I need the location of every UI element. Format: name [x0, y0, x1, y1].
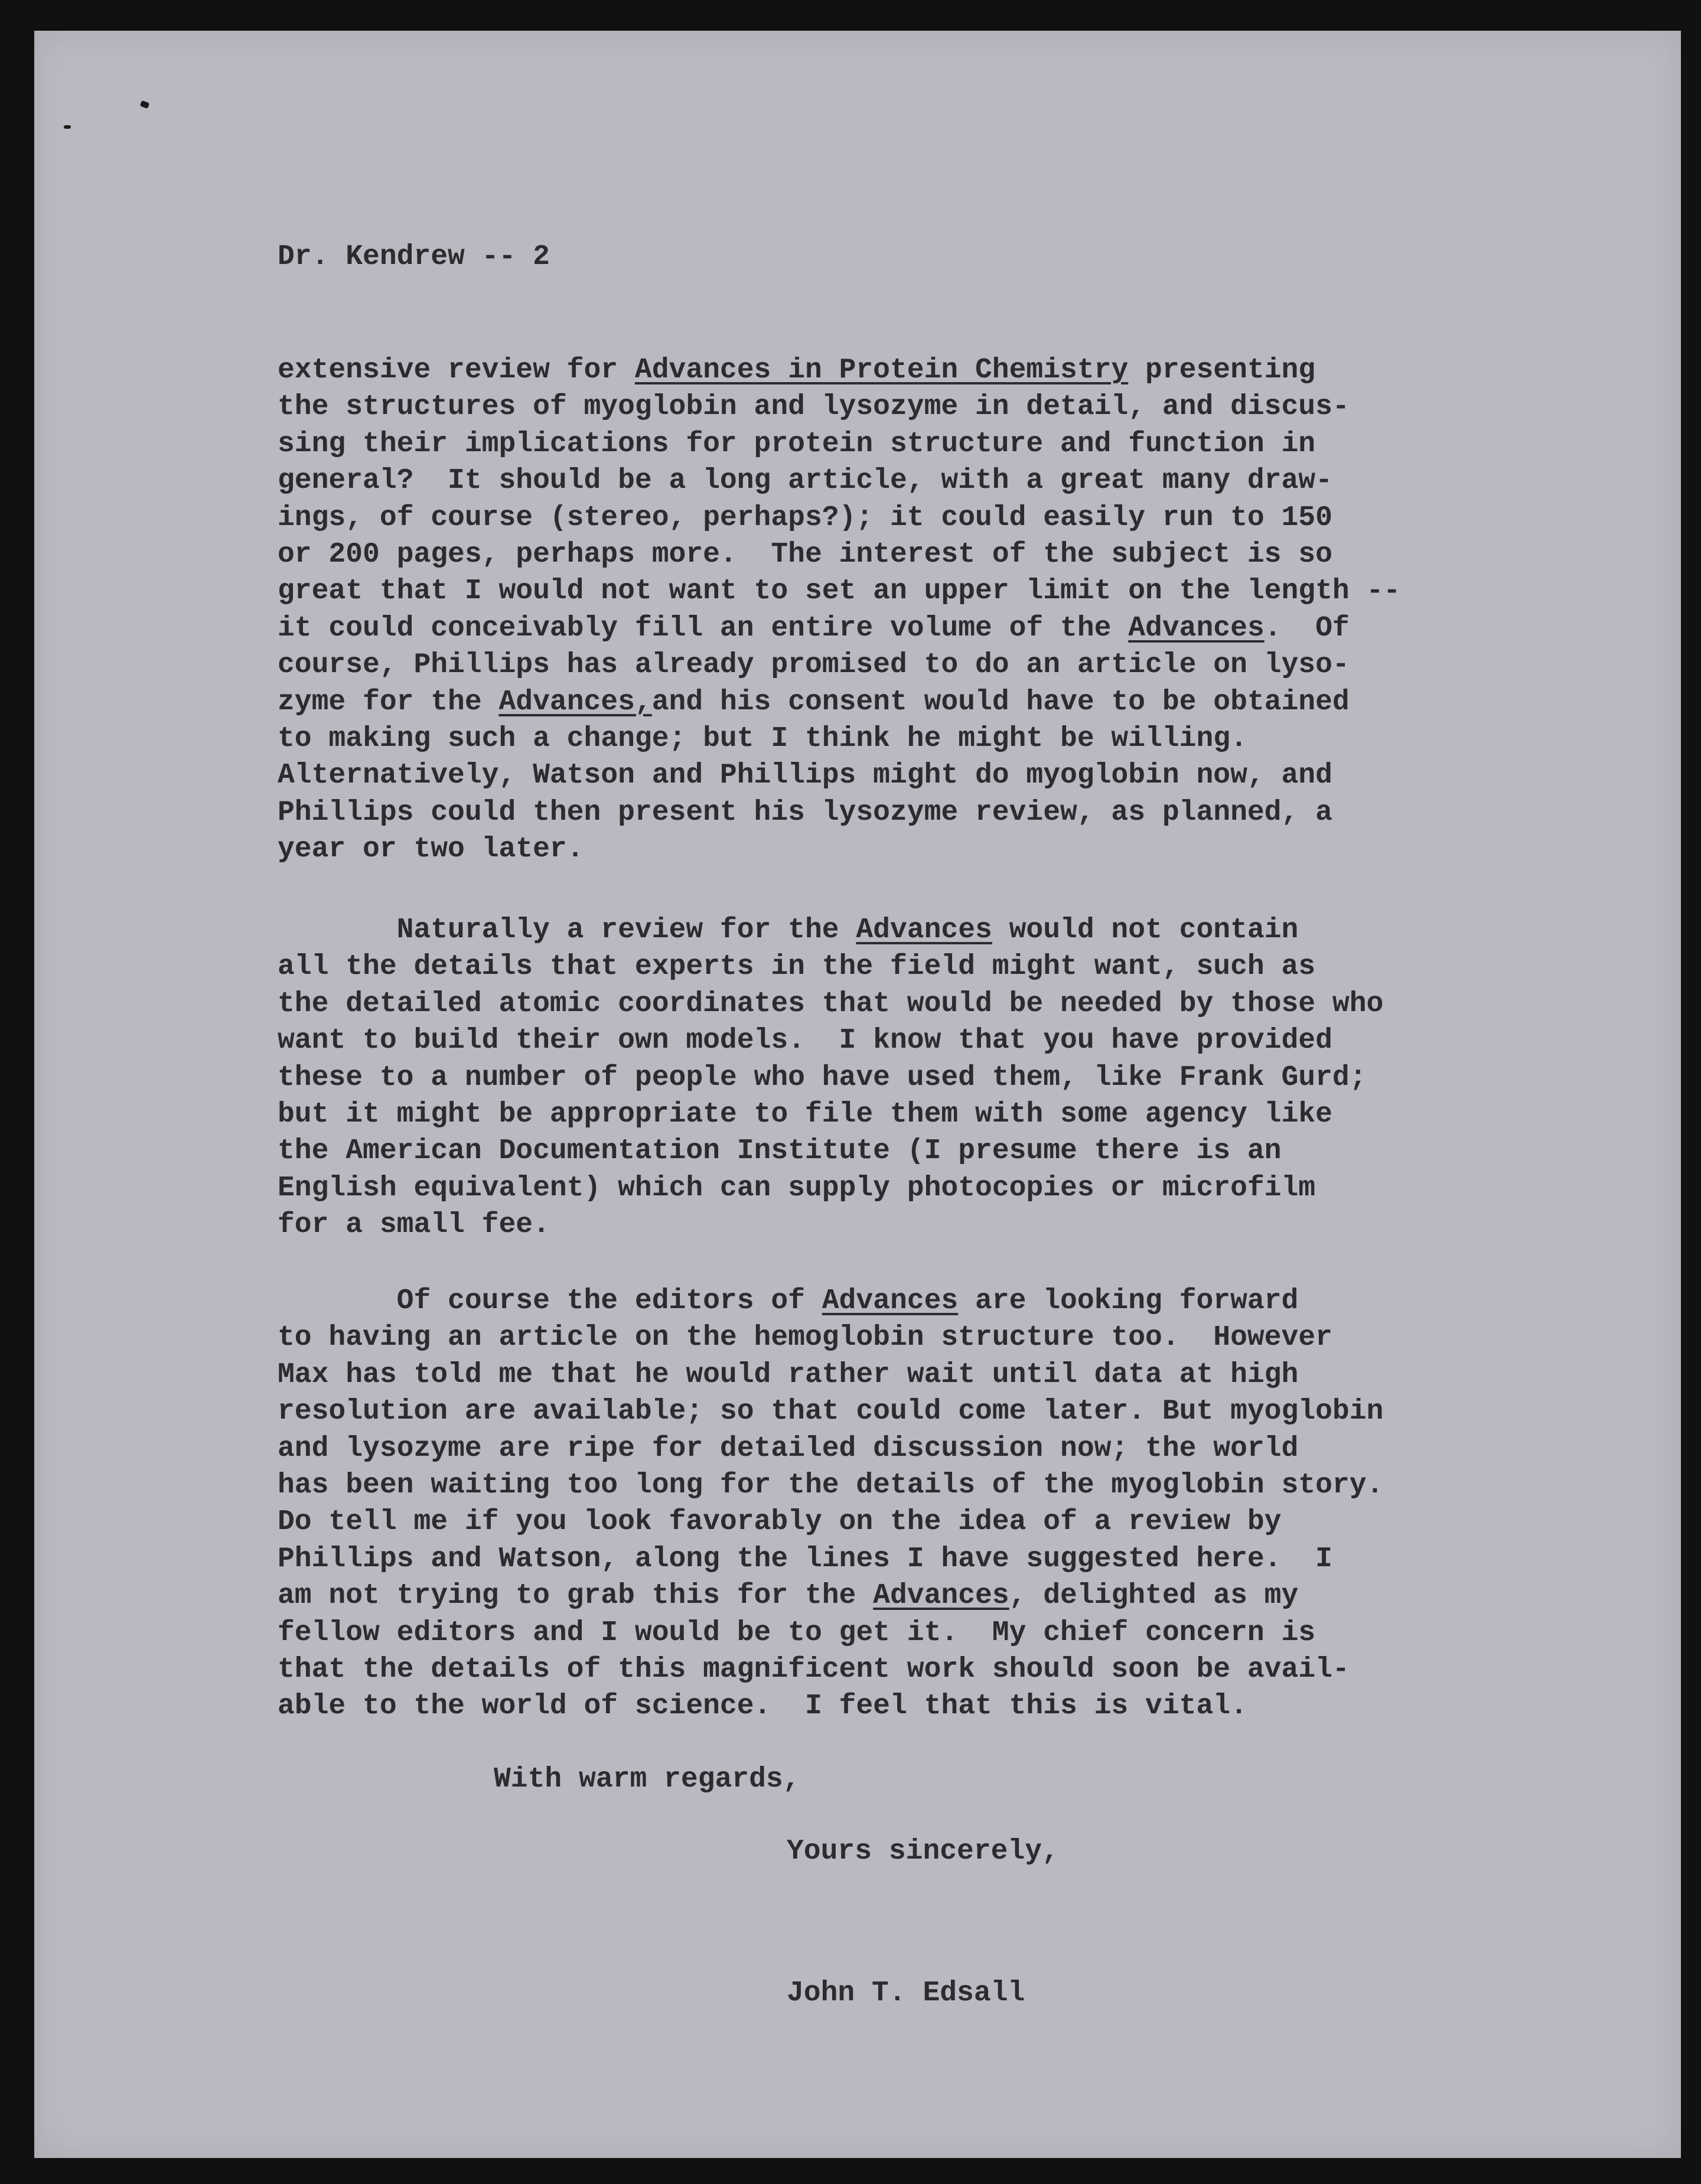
text-line: the structures of myoglobin and lysozyme in detail, and discus- [278, 391, 1350, 423]
underlined-title: Advances [822, 1285, 959, 1317]
text-line: English equivalent) which can supply photocopies or microfilm [278, 1172, 1316, 1204]
text-line: Naturally a review for the Advances would not contain [278, 914, 1299, 946]
underlined-title: Advances [1128, 612, 1265, 644]
text-line: Of course the editors of Advances are looking forward [278, 1285, 1299, 1317]
text-line: all the details that experts in the field might want, such as [278, 951, 1316, 983]
text-line: zyme for the Advances,and his consent would have to be obtained [278, 686, 1350, 718]
text-line: want to build their own models. I know that you have provided [278, 1025, 1332, 1057]
paragraph-3 [278, 1283, 1383, 1725]
text-line: Alternatively, Watson and Phillips might do myoglobin now, and [278, 759, 1332, 792]
page-header: Dr. Kendrew -- 2 [278, 241, 550, 273]
underlined-title: Advances [856, 914, 992, 946]
text-line: ings, of course (stereo, perhaps?); it could easily run to 150 [278, 501, 1332, 534]
paper-mark [140, 100, 150, 109]
text-line: Do tell me if you look favorably on the idea of a review by [278, 1506, 1282, 1538]
text-line: to having an article on the hemoglobin structure too. However [278, 1322, 1332, 1354]
paragraph-2 [278, 912, 1383, 1244]
text-line: fellow editors and I would be to get it. My chief concern is [278, 1616, 1316, 1649]
text-line: but it might be appropriate to file them with some agency like [278, 1098, 1332, 1130]
text-line: has been waiting too long for the details of the myoglobin story. [278, 1469, 1384, 1501]
text-line: for a small fee. [278, 1209, 550, 1241]
paragraph-1 [278, 352, 1400, 868]
text-line: resolution are available; so that could come later. But myoglobin [278, 1396, 1384, 1428]
text-line: extensive review for Advances in Protein Chemistry presenting [278, 354, 1316, 386]
text-line: and lysozyme are ripe for detailed discussion now; the world [278, 1432, 1299, 1465]
text-line: course, Phillips has already promised to do an article on lyso- [278, 649, 1350, 682]
underlined-title: Advances [873, 1580, 1009, 1612]
text-line: that the details of this magnificent work should soon be avail- [278, 1653, 1350, 1686]
text-line: year or two later. [278, 833, 584, 866]
text-line: the detailed atomic coordinates that would be needed by those who [278, 987, 1384, 1020]
text-line: am not trying to grab this for the Advances, delighted as my [278, 1580, 1299, 1612]
text-line: to making such a change; but I think he might be willing. [278, 722, 1247, 755]
letter-page [34, 31, 1681, 2158]
text-line: the American Documentation Institute (I presume there is an [278, 1135, 1282, 1168]
text-line: able to the world of science. I feel that this is vital. [278, 1690, 1247, 1723]
text-line: it could conceivably fill an entire volume of the Advances. Of [278, 612, 1350, 644]
text-line: Phillips could then present his lysozyme review, as planned, a [278, 796, 1332, 829]
paper-mark [64, 125, 71, 129]
underlined-title: Advances in Protein Chemistry [634, 354, 1129, 386]
text-line: great that I would not want to set an upper limit on the length -- [278, 575, 1401, 608]
text-line: Max has told me that he would rather wait until data at high [278, 1358, 1299, 1391]
text-line: these to a number of people who have used them, like Frank Gurd; [278, 1061, 1367, 1094]
signature-name: John T. Edsall [787, 1977, 1025, 2009]
text-line: Phillips and Watson, along the lines I have suggested here. I [278, 1543, 1332, 1575]
text-line: general? It should be a long article, with a great many draw- [278, 465, 1332, 497]
text-line: sing their implications for protein structure and function in [278, 428, 1316, 460]
closing-line: With warm regards, [494, 1764, 800, 1795]
text-line: or 200 pages, perhaps more. The interest of the subject is so [278, 538, 1332, 571]
underlined-title: Advances, [498, 686, 652, 718]
sincerely-line: Yours sincerely, [787, 1836, 1059, 1867]
